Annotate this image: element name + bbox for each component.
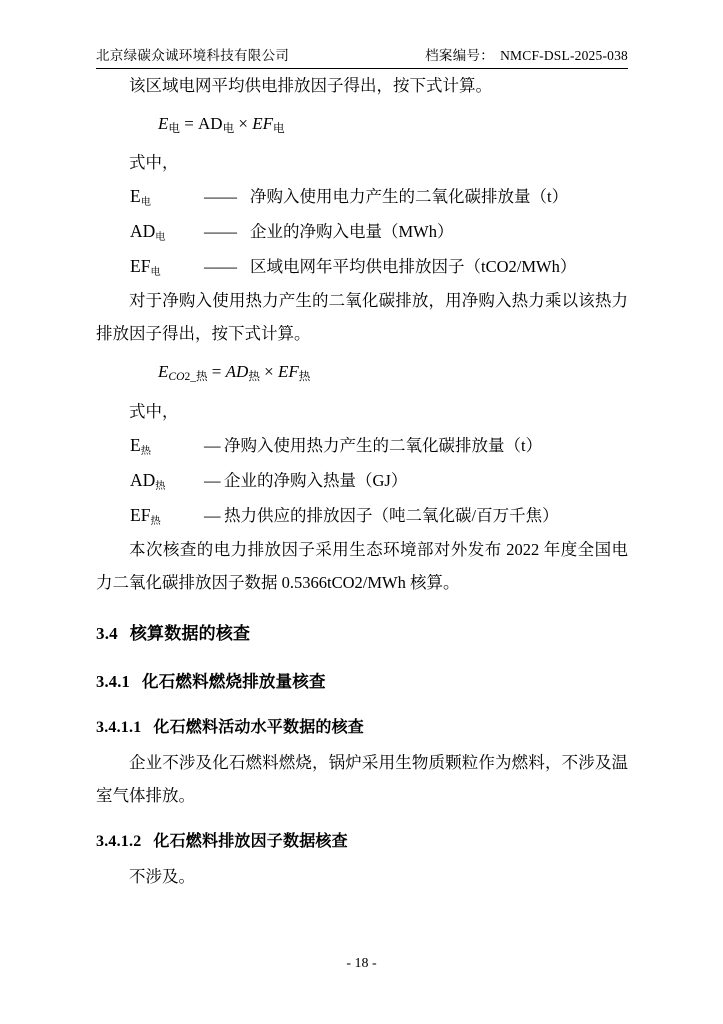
definition-row [96,179,628,214]
heading-3-4-number: 3.4 [96,623,118,643]
definition-dash: —— [204,222,237,242]
formula-ad-sub: 电 [222,122,235,136]
heading-3-4-1-number: 3.4.1 [96,671,130,691]
heading-3-4-1-2 [96,826,628,858]
formula-heat-e-sub: CO2_热 [168,370,208,384]
definition-row [96,498,628,533]
formula-heat-ad-sym: AD [225,362,249,382]
definition-row [96,463,628,498]
definition-dash: — [204,470,221,490]
heading-3-4-1 [96,665,628,698]
definition-row [96,428,628,463]
header-archive [425,44,628,64]
definition-symbol: $EF_热$ [130,504,161,527]
definition-text: 热力供应的排放因子（吨二氧化碳/百万千焦） [224,505,559,525]
definition-dash: — [204,435,221,455]
heading-3-4-1-title: 化石燃料燃烧排放量核查 [142,671,326,691]
heading-3-4-1-1-title: 化石燃料活动水平数据的核查 [153,718,365,736]
definition-symbol: $E_电$ [130,186,151,209]
definition-symbol: $AD_热$ [130,469,166,492]
formula-heat-ef-sub: 热 [298,370,311,384]
formula-heat-times: × [264,362,274,382]
definition-text: 企业的净购入热量（GJ） [224,470,408,490]
formula-heat-ad-sub: 热 [248,370,260,384]
heading-3-4-title: 核算数据的核查 [129,623,251,643]
paragraph-3-4-1-2: 不涉及。 [129,866,195,886]
page-content [96,44,628,893]
page-number: - 18 - [346,956,377,971]
heading-3-4-1-1-number: 3.4.1.1 [96,718,142,736]
formula-heat-ef-sym: EF [277,362,299,382]
definition-list-heat [96,428,628,533]
formula-e-sym: E [158,114,169,133]
formula-ef-sym: EF [252,114,274,133]
formula-electricity [96,108,628,140]
definition-symbol: $AD_电$ [130,221,166,244]
definition-dash: —— [204,257,237,277]
definition-dash: — [204,505,221,525]
definition-text: 企业的净购入电量（MWh） [250,222,454,242]
definition-row [96,249,628,284]
definition-list-electricity [96,179,628,284]
heading-3-4-1-2-title: 化石燃料排放因子数据核查 [153,832,348,850]
heading-3-4-1-1 [96,712,628,744]
definition-text: 净购入使用电力产生的二氧化碳排放量（t） [250,187,569,207]
definition-symbol: $EF_电$ [130,256,161,279]
formula-heat [96,356,628,388]
header-company-name: 北京绿碳众诚环境科技有限公司 [96,48,290,63]
definition-text: 区域电网年平均供电排放因子（tCO2/MWh） [250,257,577,277]
definition-symbol: $E_热$ [130,434,151,457]
paragraph-heat: 对于净购入使用热力产生的二氧化碳排放，用净购入热力乘以该热力排放因子得出，按下式计算。 [96,291,628,344]
paragraph-intro: 该区域电网平均供电排放因子得出，按下式计算。 [129,76,492,95]
heading-3-4 [96,617,628,651]
body-text [96,69,628,893]
definition-row [96,214,628,249]
formula-heat-equals: = [211,362,222,382]
formula-ad-sym: AD [198,114,223,133]
paragraph-3-4-1-1: 企业不涉及化石燃料燃烧，锅炉采用生物质颗粒作为燃料，不涉及温室气体排放。 [96,752,628,805]
paragraph-emission-factor: 本次核查的电力排放因子采用生态环境部对外发布 2022 年度全国电力二氧化碳排放因子数据 0.5366tCO2/MWh 核算。 [96,539,628,592]
formula-ef-sub: 电 [273,122,285,136]
where-label-1: 式中， [129,153,179,173]
where-label-2: 式中， [129,401,179,421]
definition-dash: —— [204,187,237,207]
formula-times: × [238,114,248,133]
formula-equals: = [184,114,194,133]
page-footer [0,956,723,972]
page-header [96,44,628,69]
formula-heat-e-sym: E [158,362,169,382]
definition-text: 净购入使用热力产生的二氧化碳排放量（t） [224,435,543,455]
archive-label: 档案编号： [425,48,495,63]
formula-e-sub: 电 [168,122,180,136]
archive-code: NMCF-DSL-2025-038 [500,48,628,63]
heading-3-4-1-2-number: 3.4.1.2 [96,832,142,850]
